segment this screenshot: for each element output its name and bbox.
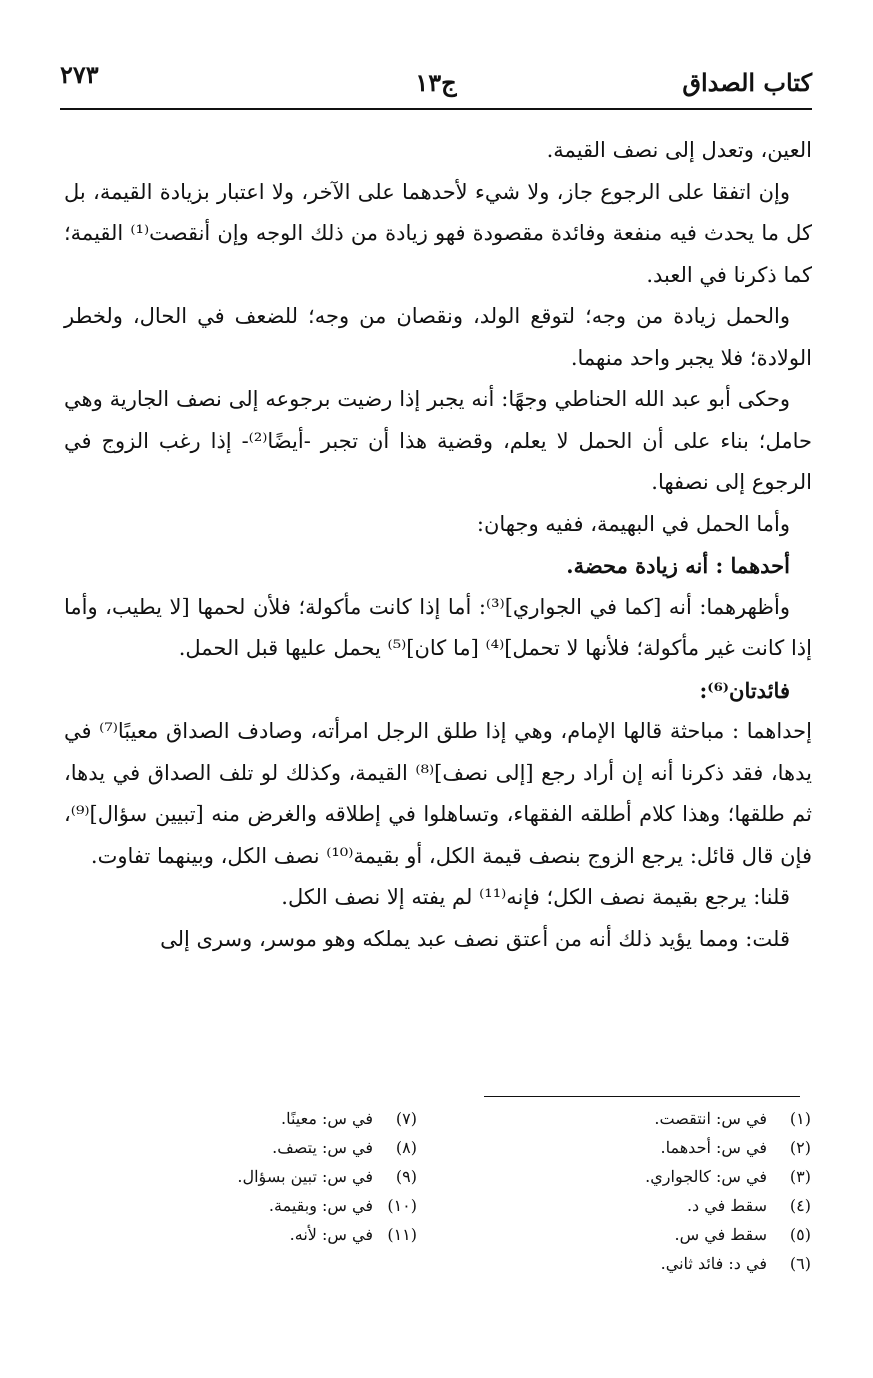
footnote: [117, 1104, 417, 1133]
footnote-number: (٢): [789, 1138, 811, 1157]
footnote-text: سقط في س.: [674, 1225, 767, 1244]
page-header: [60, 60, 812, 110]
paragraph: إحداهما : مباحثة قالها الإمام، وهي إذا طلق الرجل امرأته، وصادف الصداق معيبًا⁽⁷⁾ في يدها، فقد ذكرنا أنه إن أراد رجع [إلى نصف]⁽⁸⁾ القيمة، وكذلك لو تلف الصداق في يدها، ثم طلقها؛ وهذا كلام أطلقه الفقهاء، وتساهلوا في إطلاقه والغرض منه [تبيين سؤال]⁽⁹⁾، فإن قال قائل: يرجع الزوج بنصف قيمة الكل، أو بقيمة⁽¹⁰⁾ نصف الكل، وبينهما تفاوت.: [64, 719, 812, 868]
footnote-text: في س: وبقيمة.: [268, 1196, 373, 1215]
footnote: [491, 1162, 811, 1191]
footnote-number: (٧): [395, 1109, 417, 1128]
footnote-number: (٥): [789, 1225, 811, 1244]
footnote: [491, 1191, 811, 1220]
footnote: [117, 1220, 417, 1249]
footnote-text: في د: فائد ثاني.: [660, 1254, 767, 1273]
footnote-number: (١٠): [387, 1196, 417, 1215]
paragraph: وإن اتفقا على الرجوع جاز، ولا شيء لأحدهما على الآخر، ولا اعتبار بزيادة القيمة، بل كل ما يحدث فيه منفعة وفائدة مقصودة فهو زيادة من ذلك الوجه وإن أنقصت⁽¹⁾ القيمة؛ كما ذكرنا في العبد.: [64, 179, 812, 287]
footnote-number: (٩): [395, 1167, 417, 1186]
volume-label: ج١٣: [415, 68, 457, 97]
footnote-text: في س: كالجواري.: [645, 1167, 767, 1186]
header-rule: [60, 108, 812, 110]
footnote-text: في س: يتصف.: [272, 1138, 373, 1157]
footnote-number: (٣): [789, 1167, 811, 1186]
footnote-number: (٨): [395, 1138, 417, 1157]
footnote: [491, 1220, 811, 1249]
page-number: ٢٧٣: [60, 60, 99, 89]
paragraph: قلت: ومما يؤيد ذلك أنه من أعتق نصف عبد يملكه وهو موسر، وسرى إلى: [160, 926, 790, 951]
paragraph: وحكى أبو عبد الله الحناطي وجهًا: أنه يجبر إذا رضيت برجوعه إلى نصف الجارية وهي حامل؛ بناء على أن الحمل لا يعلم، وقضية هذا أن تجبر -أيضًا⁽²⁾- إذا رغب الزوج في الرجوع إلى نصفها.: [64, 387, 812, 494]
footnote-text: سقط في د.: [686, 1196, 767, 1215]
footnote: [117, 1162, 417, 1191]
footnote-text: في س: أحدهما.: [660, 1138, 767, 1157]
footnote-text: في س: انتقصت.: [654, 1109, 767, 1128]
footnote-text: في س: معينًا.: [281, 1109, 373, 1128]
footnote: [491, 1133, 811, 1162]
book-title: كتاب الصداق: [682, 68, 812, 97]
footnote-rule: [484, 1096, 800, 1097]
paragraph: أحدهما : أنه زيادة محضة.: [566, 553, 790, 578]
footnotes-left: [117, 1104, 417, 1249]
paragraph: وأما الحمل في البهيمة، ففيه وجهان:: [476, 511, 790, 536]
footnote: [117, 1133, 417, 1162]
section-heading: فائدتان⁽⁶⁾:: [699, 677, 790, 703]
footnote: [491, 1249, 811, 1278]
footnote-number: (١): [789, 1109, 811, 1128]
footnote: [117, 1191, 417, 1220]
footnotes-right: [491, 1104, 811, 1278]
footnote-number: (٦): [789, 1254, 811, 1273]
footnote-number: (٤): [789, 1196, 811, 1215]
paragraph: العين، وتعدل إلى نصف القيمة.: [546, 138, 812, 162]
footnote-text: في س: تبين بسؤال.: [237, 1167, 373, 1186]
paragraph: وأظهرهما: أنه [كما في الجواري]⁽³⁾: أما إذا كانت مأكولة؛ فلأن لحمها [لا يطيب، وأما إذا كانت غير مأكولة؛ فلأنها لا تحمل]⁽⁴⁾ [ما كان]⁽⁵⁾ يحمل عليها قبل الحمل.: [64, 594, 812, 660]
footnote-text: في س: لأنه.: [289, 1225, 373, 1244]
footnote: [491, 1104, 811, 1133]
footnote-number: (١١): [387, 1225, 417, 1244]
paragraph: قلنا: يرجع بقيمة نصف الكل؛ فإنه⁽¹¹⁾ لم يفته إلا نصف الكل.: [281, 885, 790, 909]
main-text: [64, 130, 812, 960]
paragraph: والحمل زيادة من وجه؛ لتوقع الولد، ونقصان من وجه؛ للضعف في الحال، ولخطر الولادة؛ فلا يجبر واحد منهما.: [64, 304, 812, 370]
